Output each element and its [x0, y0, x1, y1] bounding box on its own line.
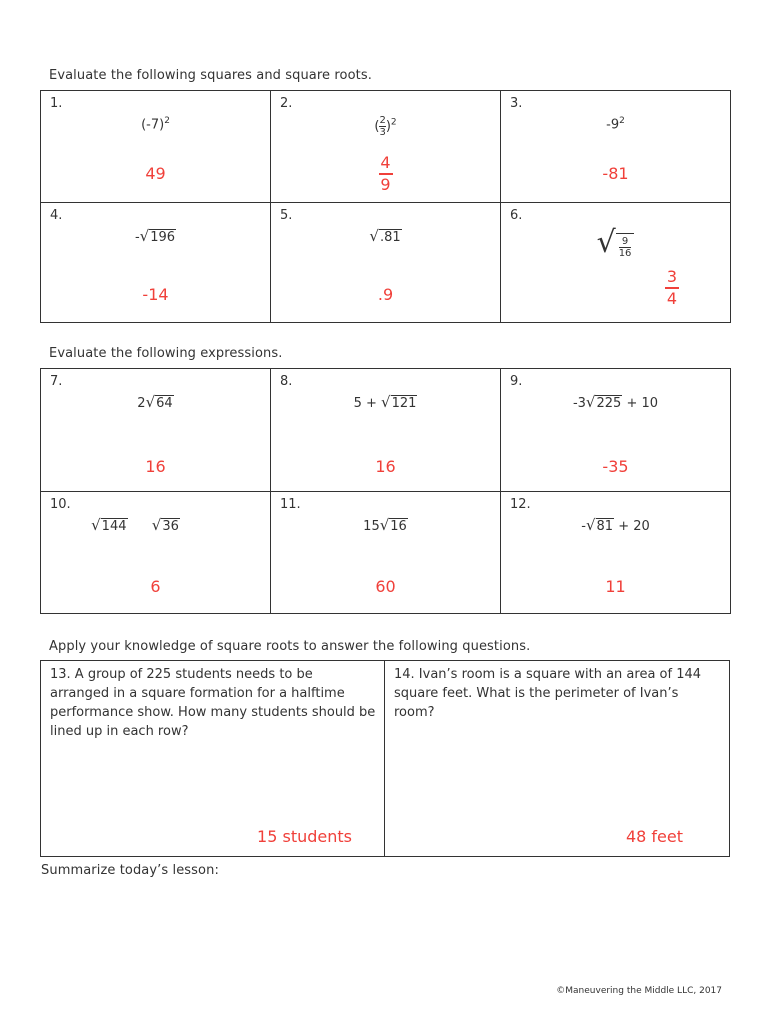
- problem-13: [41, 661, 385, 857]
- answer: -35: [602, 457, 629, 476]
- problem-number: 6.: [510, 208, 523, 223]
- radical: √.81: [369, 227, 401, 245]
- answer: [271, 153, 500, 195]
- problem-1: [41, 91, 271, 203]
- problem-number: 9.: [510, 374, 523, 389]
- answer: 11: [605, 577, 626, 596]
- radical: √16: [379, 516, 407, 534]
- problem-number: 11.: [280, 497, 301, 512]
- radical: √196: [139, 227, 176, 245]
- problem-expression: 15√16: [363, 516, 407, 534]
- problem-6: [501, 203, 731, 323]
- problem-expression: 2√64: [137, 393, 173, 411]
- answer: 16: [145, 457, 166, 476]
- answer: 60: [375, 577, 396, 596]
- answer: .9: [377, 285, 394, 304]
- section2-heading: Evaluate the following expressions.: [49, 346, 283, 361]
- question-text: 13. A group of 225 students needs to be arranged in a square formation for a halftime performance show. How many students should be lined up in each row?: [50, 667, 376, 739]
- problem-2: [271, 91, 501, 203]
- problem-number: 5.: [280, 208, 293, 223]
- radical: √81: [585, 516, 614, 534]
- problem-number: 12.: [510, 497, 531, 512]
- problem-12: [501, 492, 731, 614]
- section3-heading: Apply your knowledge of square roots to answer the following questions.: [49, 639, 531, 654]
- problem-11: [271, 492, 501, 614]
- answer: 6: [150, 577, 161, 596]
- problem-expression: ( $\frac{2}{3}$ )$^2$: [374, 115, 397, 138]
- radical: √64: [145, 393, 173, 411]
- problem-5: [271, 203, 501, 323]
- answer: -14: [142, 285, 169, 304]
- problem-expression: 5 + √121: [353, 393, 417, 411]
- problem-9: [501, 369, 731, 492]
- radical: √225: [585, 393, 622, 411]
- word-problems-grid: [40, 660, 730, 857]
- radical: √36: [151, 516, 179, 534]
- problem-8: [271, 369, 501, 492]
- problem-3: [501, 91, 731, 203]
- answer: -81: [602, 164, 629, 183]
- problem-expression: $-9^2$: [606, 116, 625, 133]
- answer: 49: [145, 164, 166, 183]
- problem-expression: [271, 227, 500, 245]
- problem-number: 7.: [50, 374, 63, 389]
- problem-expression: [41, 516, 270, 534]
- problem-number: 2.: [280, 96, 293, 111]
- problem-number: 10.: [50, 497, 71, 512]
- problem-number: 3.: [510, 96, 523, 111]
- copyright: ©Maneuvering the Middle LLC, 2017: [556, 986, 722, 996]
- problem-7: [41, 369, 271, 492]
- expressions-grid: [40, 368, 731, 614]
- summary-label: Summarize today’s lesson:: [41, 863, 219, 878]
- section1-heading: Evaluate the following squares and square roots.: [49, 68, 372, 83]
- squares-grid: [40, 90, 731, 323]
- fraction: $\frac{9}{16}$: [618, 236, 632, 259]
- problem-expression: -3√225 + 10: [572, 393, 659, 411]
- problem-10: [41, 492, 271, 614]
- problem-14: [385, 661, 730, 857]
- question-text: 14. Ivan’s room is a square with an area of 144 square feet. What is the perimeter of Ivan’s room?: [394, 667, 702, 720]
- answer: [660, 267, 684, 309]
- problem-number: 8.: [280, 374, 293, 389]
- problem-number: 1.: [50, 96, 63, 111]
- answer: 15 students: [257, 827, 352, 846]
- answer: 16: [375, 457, 396, 476]
- problem-expression: √ $\frac{9}{16}$: [501, 227, 730, 259]
- radical: √144: [91, 516, 127, 534]
- answer-fraction: $\frac{4}{9}$: [380, 153, 391, 194]
- answer-fraction: $\frac{3}{4}$: [666, 267, 678, 308]
- problem-expression: $(-7)^2$: [141, 116, 170, 133]
- problem-number: 4.: [50, 208, 63, 223]
- answer: 48 feet: [625, 827, 683, 846]
- radical: √121: [381, 393, 417, 411]
- problem-4: [41, 203, 271, 323]
- fraction: $\frac{2}{3}$: [379, 115, 386, 138]
- problem-expression: -√196: [134, 227, 176, 245]
- problem-expression: -√81 + 20: [581, 516, 650, 534]
